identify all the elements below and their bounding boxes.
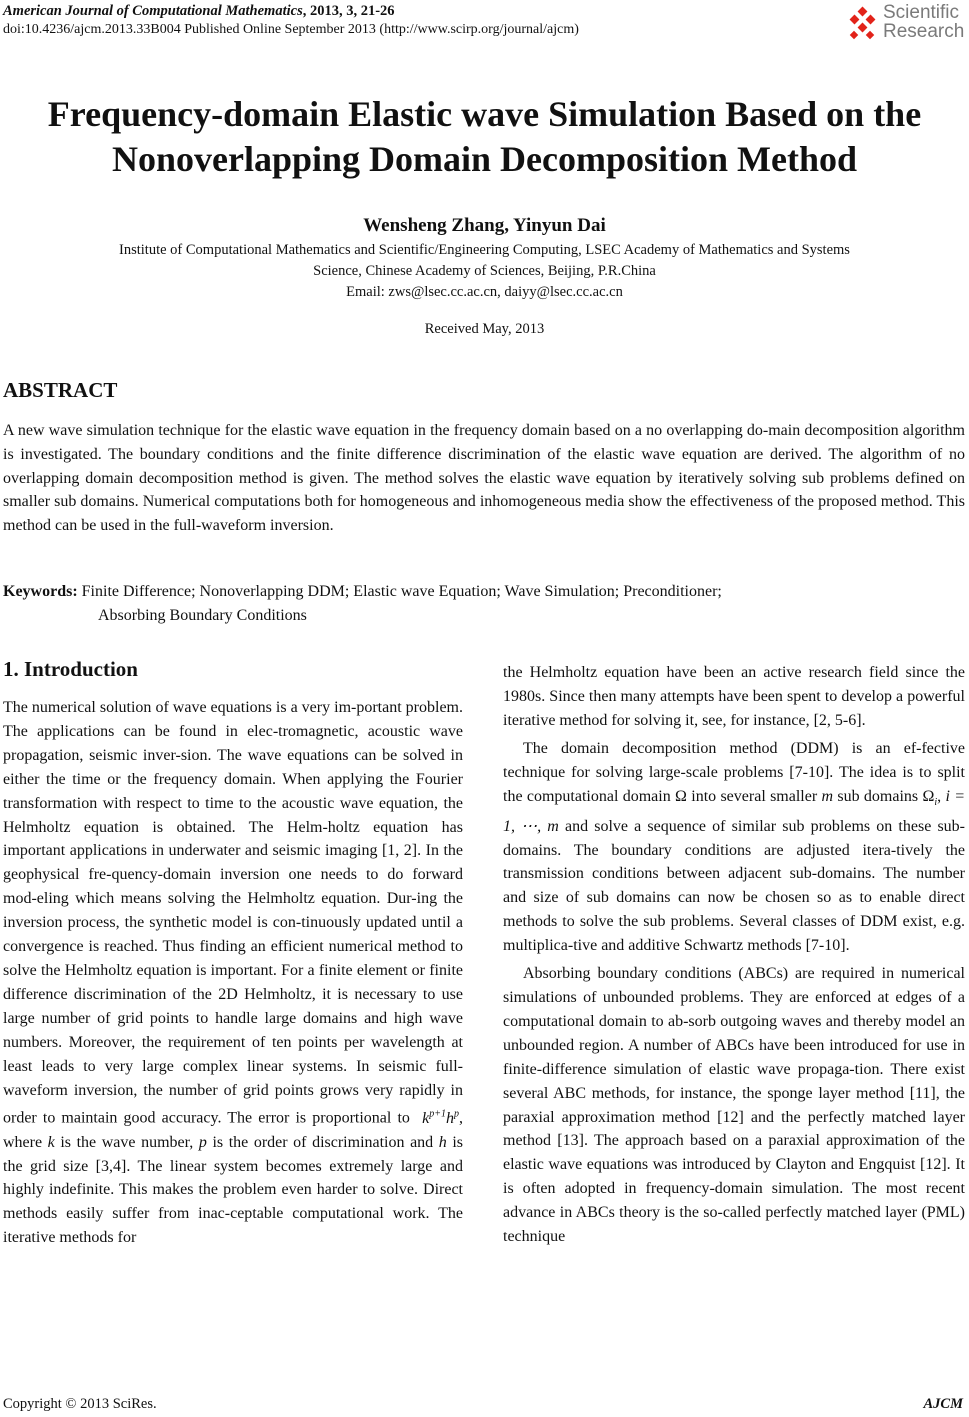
index-range: i = 1, ⋯, m [503, 787, 966, 835]
right-paragraph-1: the Helmholtz equation have been an active research field since the 1980s. Since then many attempts have been spent to develop a powerful iterative method for solving it, see, for instance, [2, 5-6]. [503, 664, 965, 729]
abstract-text: A new wave simulation technique for the elastic wave equation in the frequency domain based on a no overlapping do-main decomposition algorithm is investigated. The boundary conditions and the finite difference discrimination of the elastic wave equation are derived. The algorithm of no overlapping domain decomposition method is given. The method solves the elastic wave equation by iteratively solving sub problems defined on smaller sub domains. Numerical computations both for homogeneous and inhomogeneous media show the effectiveness of the proposed method. This method can be used in the full-waveform inversion. [3, 422, 965, 535]
page-header [0, 0, 969, 50]
right-paragraph-2 [503, 737, 965, 958]
logo-text [883, 3, 964, 41]
ddm-text-b: into several smaller [691, 787, 818, 805]
ddm-text-d: , [937, 787, 942, 805]
journal-volume: , 2013, 3, 21-26 [302, 3, 395, 19]
journal-citation [3, 3, 395, 20]
intro-text-d: is the order of discrimination and [212, 1133, 434, 1151]
var-k: k [47, 1133, 55, 1151]
var-m: m [821, 787, 834, 805]
formula-exp-2: p [454, 1108, 460, 1120]
omega-i-symbol [922, 787, 938, 808]
omega-symbol: Ω [675, 787, 687, 805]
right-column [503, 661, 965, 1249]
omega-i-base: Ω [922, 787, 935, 805]
formula-k: k [422, 1109, 430, 1127]
intro-text-b: , where [3, 1109, 464, 1151]
publisher-logo [845, 2, 965, 44]
intro-text-c: is the wave number, [60, 1133, 194, 1151]
affiliation [0, 240, 969, 303]
logo-line-2: Research [883, 21, 965, 42]
section-heading-introduction: 1. Introduction [3, 657, 138, 681]
journal-name: American Journal of Computational Mathematics [3, 3, 303, 19]
affiliation-line-2: Science, Chinese Academy of Sciences, Beijing, P.R.China [313, 263, 656, 279]
keywords-line-1: Finite Difference; Nonoverlapping DDM; Elastic wave Equation; Wave Simulation; Preconditioner; [81, 583, 722, 600]
keywords-label: Keywords: [3, 583, 78, 600]
email-line: Email: zws@lsec.cc.ac.cn, daiyy@lsec.cc.ac.cn [346, 284, 623, 300]
left-column [3, 696, 463, 1250]
var-h: h [438, 1133, 447, 1151]
copyright: Copyright © 2013 SciRes. [3, 1396, 157, 1412]
received-date: Received May, 2013 [424, 321, 545, 337]
ddm-text-c: sub domains [837, 787, 919, 805]
omega-i-sub: i [934, 796, 938, 808]
right-paragraph-3: Absorbing boundary conditions (ABCs) are required in numerical simulations of unbounded problems. They are enforced at edges of a computational domain to ab-sorb outgoing waves and thereby model an unbounded region. A number of ABCs have been introduced for use in finite-difference simulation of elastic wave propaga-tion. There exist several ABC methods, for instance, the sponge layer method [11], the paraxial approximation method [12] and the perfectly matched layer method [13]. The approach based on a paraxial approximation of the elastic wave equations was introduced by Clayton and Engquist [12]. It is often adopted in frequency-domain simulation. The most recent advance in ABCs theory is the so-called perfectly matched layer (PML) technique [503, 965, 965, 1246]
keywords-line-2: Absorbing Boundary Conditions [98, 606, 307, 624]
authors: Wensheng Zhang, Yinyun Dai [363, 215, 606, 236]
intro-text-e: is the grid size [3,4]. The linear system becomes extremely large and highly indefinite. This makes the problem even harder to solve. Direct methods easily suffer from inac-ceptable computational work. The iterative methods for [3, 1133, 464, 1247]
ddm-text-a: The domain decomposition method (DDM) is an ef-fective technique for solving large-scale problems [7-10]. The idea is to split the computational domain [503, 739, 965, 805]
doi-line: doi:10.4236/ajcm.2013.33B004 Published Online September 2013 (http://www.scirp.org/journal/ajcm) [3, 22, 579, 37]
abstract-heading: ABSTRACT [3, 378, 118, 402]
title-line-1: Frequency-domain Elastic wave Simulation Based on the [47, 94, 922, 134]
journal-abbreviation: AJCM [923, 1396, 963, 1412]
scientific-research-logo-icon [845, 6, 881, 42]
logo-line-1: Scientific [883, 2, 960, 23]
affiliation-line-1: Institute of Computational Mathematics and Scientific/Engineering Computing, LSEC Academy of Mathematics and Systems [119, 242, 850, 258]
error-formula [416, 1110, 459, 1127]
formula-exp-1: p+1 [429, 1108, 447, 1120]
keywords [3, 580, 965, 627]
formula-h: h [446, 1109, 455, 1127]
page-footer [0, 1396, 969, 1416]
ddm-text-e: and solve a sequence of similar sub problems on these sub-domains. The boundary conditions are adjusted itera-tively the transmission conditions between adjacent sub-domains. The number and size of sub domains can now be chosen so as to enable direct methods to solve the sub problems. Several classes of DDM exist, e.g. multiplica-tive and additive Schwartz methods [7-10]. [503, 817, 966, 955]
intro-text-a: The numerical solution of wave equations is a very im-portant problem. The applications can be found in elec-tromagnetic, acoustic wave propagation, seismic inver-sion. The wave equations can be solved in either the time or the frequency domain. When applying the Fourier transformation with respect to time to the acoustic wave equation, the Helmholtz equation is obtained. The Helm-holtz equation has important applications in underwater and seismic imaging [1, 2]. In the geophysical fre-quency-domain inversion one needs to do forward mod-eling which means solving the Helmholtz equation. Dur-ing the inversion process, the synthetic model is con-tinuously updated until a convergence is reached. Thus finding an efficient numerical method to solve the Helmholtz equation is important. For a finite element or finite difference discrimination of the 2D Helmholtz, it is necessary to use large number of grid points to handle large domains and high wave numbers. Moreover, the requirement of ten points per wavelength at least leads to very large complex linear systems. In seismic full-waveform inversion, the number of grid points grows very rapidly in order to maintain good accuracy. The error is proportional to [3, 699, 463, 1127]
title-line-2: Nonoverlapping Domain Decomposition Method [111, 139, 858, 179]
var-p: p [198, 1133, 207, 1151]
intro-paragraph-1 [3, 696, 463, 1250]
paper-title [0, 92, 969, 182]
